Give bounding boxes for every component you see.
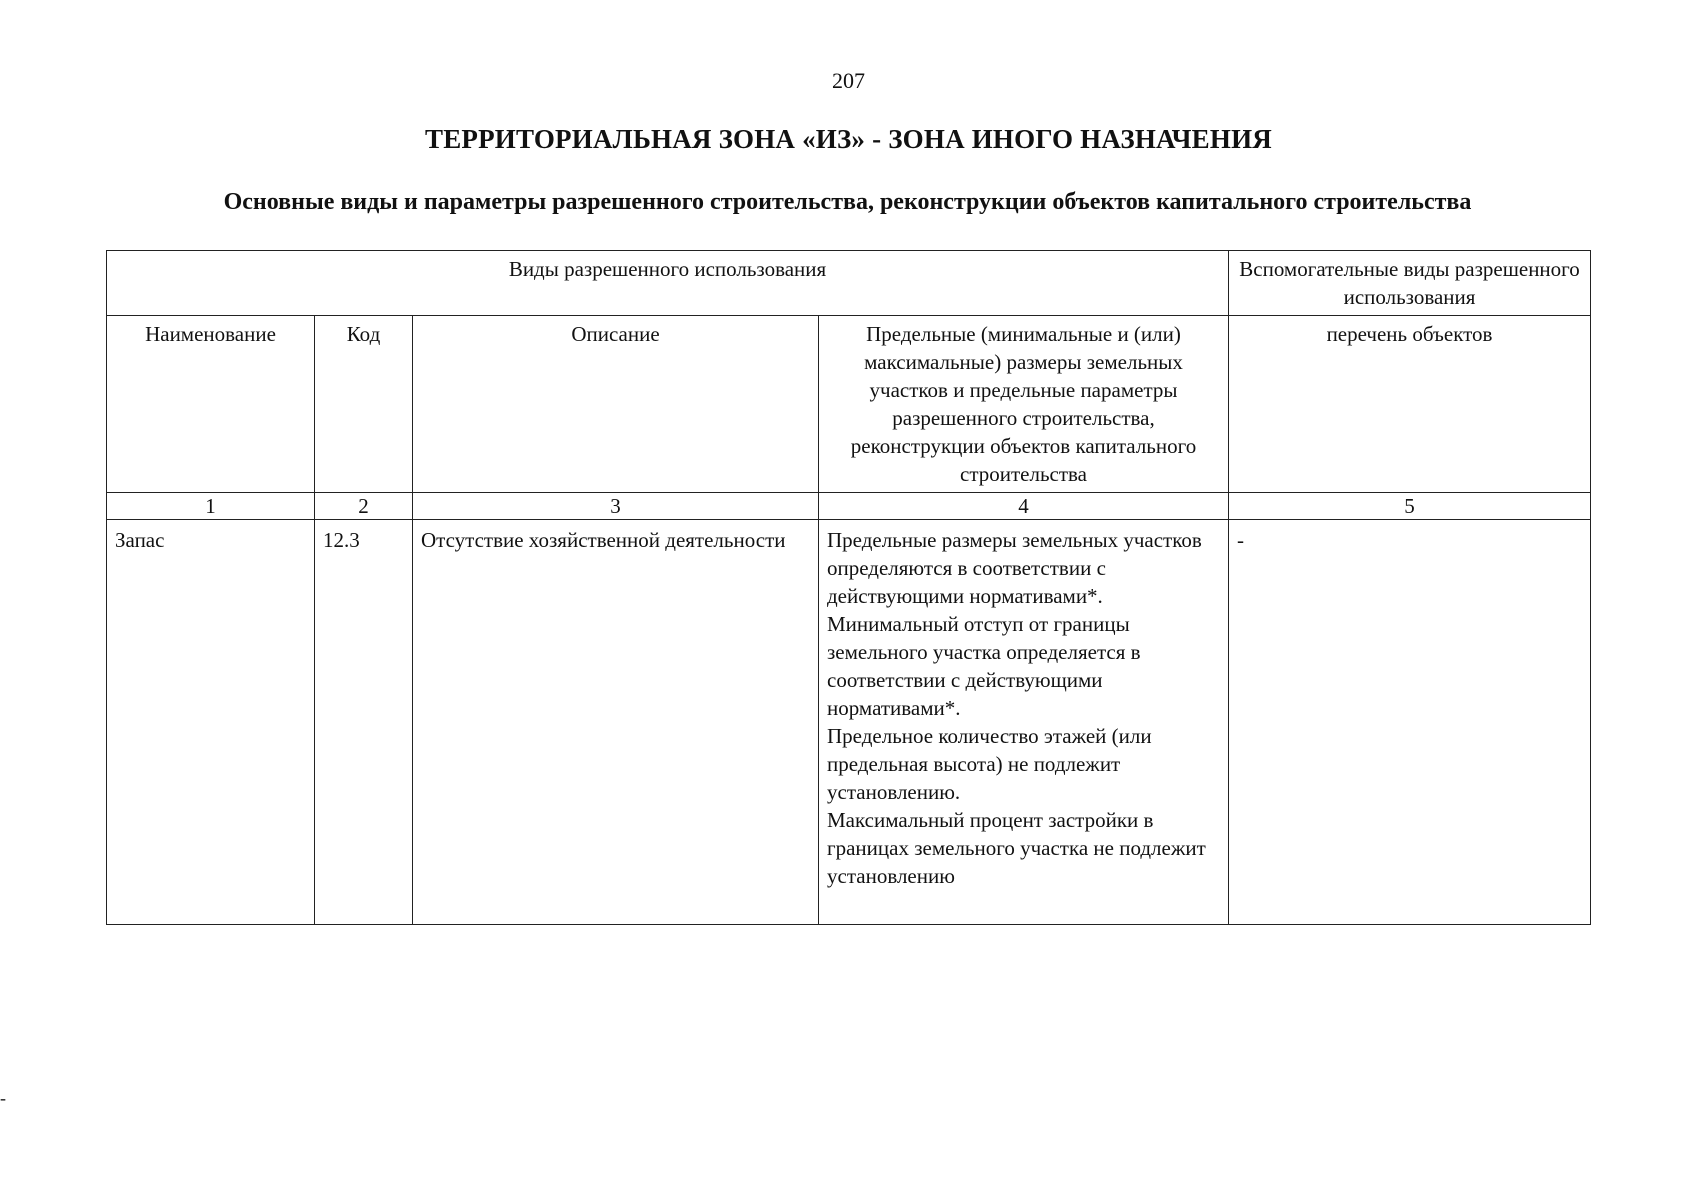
column-number: 2 (315, 493, 413, 520)
table-group-header-row (107, 251, 1591, 316)
column-header-code: Код (315, 316, 413, 493)
group-header-main: Виды разрешенного использования (107, 251, 1229, 316)
page-number: 207 (832, 68, 865, 93)
table-column-header-row (107, 316, 1591, 493)
param-paragraph: Минимальный отступ от границы земельного участка определяется в соответствии с действующими нормативами*. (827, 612, 1141, 720)
param-paragraph: Максимальный процент застройки в границах земельного участка не подлежит установлению (827, 808, 1206, 888)
cell-description: Отсутствие хозяйственной деятельности (413, 520, 819, 925)
column-header-name: Наименование (107, 316, 315, 493)
regulations-table (106, 250, 1591, 925)
cell-aux: - (1229, 520, 1591, 925)
column-number: 4 (819, 493, 1229, 520)
column-header-params: Предельные (минимальные и (или) максимальные) размеры земельных участков и предельные параметры разрешенного строительства, реконструкции объектов капитального строительства (819, 316, 1229, 493)
column-number-row (107, 493, 1591, 520)
column-number: 3 (413, 493, 819, 520)
cell-name: Запас (107, 520, 315, 925)
param-paragraph: Предельное количество этажей (или предельная высота) не подлежит установлению. (827, 724, 1152, 804)
zone-title: ТЕРРИТОРИАЛЬНАЯ ЗОНА «ИЗ» - ЗОНА ИНОГО НАЗНАЧЕНИЯ (425, 124, 1272, 154)
regulations-table-container (106, 250, 1590, 925)
column-header-objects: перечень объектов (1229, 316, 1591, 493)
column-number: 5 (1229, 493, 1591, 520)
cell-params (819, 520, 1229, 925)
cell-code: 12.3 (315, 520, 413, 925)
column-number: 1 (107, 493, 315, 520)
group-header-aux: Вспомогательные виды разрешенного использования (1229, 251, 1591, 316)
param-paragraph: Предельные размеры земельных участков определяются в соответствии с действующими нормативами*. (827, 528, 1202, 608)
section-subtitle: Основные виды и параметры разрешенного строительства, реконструкции объектов капитального строительства (223, 189, 1472, 215)
column-header-description: Описание (413, 316, 819, 493)
table-row (107, 520, 1591, 925)
margin-mark: - (0, 1088, 6, 1108)
